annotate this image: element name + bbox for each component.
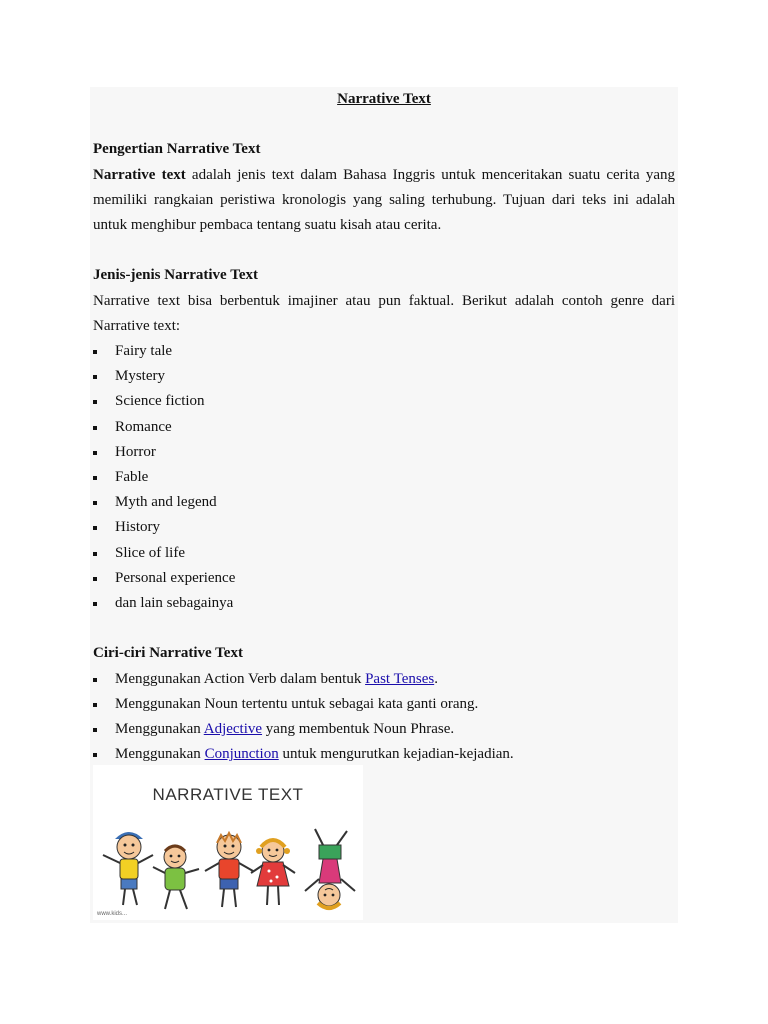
types-intro: Narrative text bisa berbentuk imajiner atau pun faktual. Berikut adalah contoh genre dari Narrative text: <box>93 292 675 334</box>
item-text: Menggunakan Action Verb dalam bentuk <box>115 670 366 687</box>
spacer <box>93 616 675 641</box>
item-text: . <box>434 670 438 687</box>
document-content <box>93 87 675 767</box>
kid-figure <box>305 829 355 908</box>
list-item: Mystery <box>93 364 675 389</box>
list-item <box>93 742 675 767</box>
link-conjunction[interactable]: Conjunction <box>204 746 279 763</box>
list-item: Fairy tale <box>93 339 675 364</box>
definition-body: adalah jenis text dalam Bahasa Inggris untuk menceritakan suatu cerita yang memiliki rangkaian peristiwa kronologis yang saling terhubung. Tujuan dari teks ini adalah untuk menghibur pembaca tentang suatu kisah atau cerita. <box>93 166 675 233</box>
kid-figure <box>103 832 153 905</box>
document-title: Narrative Text <box>337 91 431 107</box>
definition-lead: Narrative text <box>93 166 186 183</box>
list-item: Horror <box>93 440 675 465</box>
spacer <box>93 238 675 263</box>
link-adjective[interactable]: Adjective <box>203 721 263 738</box>
list-item <box>93 692 675 717</box>
item-text: untuk mengurutkan kejadian-kejadian. <box>278 746 514 763</box>
list-item: History <box>93 515 675 540</box>
kid-figure <box>251 840 295 905</box>
section-heading-definition: Pengertian Narrative Text <box>93 141 261 158</box>
definition-paragraph <box>93 163 675 239</box>
link-past-tenses[interactable]: Past Tenses <box>365 670 435 687</box>
spacer <box>93 112 675 137</box>
list-item: Slice of life <box>93 541 675 566</box>
list-item: Myth and legend <box>93 490 675 515</box>
children-cartoon-icon <box>93 825 363 920</box>
list-item <box>93 717 675 742</box>
kid-figure <box>205 833 253 907</box>
section-heading-characteristics: Ciri-ciri Narrative Text <box>93 645 243 662</box>
list-item <box>93 667 675 692</box>
list-item: Fable <box>93 465 675 490</box>
kid-figure <box>153 846 199 909</box>
genre-list <box>93 339 675 616</box>
list-item: dan lain sebagainya <box>93 591 675 616</box>
list-item: Romance <box>93 415 675 440</box>
list-item: Personal experience <box>93 566 675 591</box>
image-credit: www.kids... <box>97 911 128 917</box>
section-heading-types: Jenis-jenis Narrative Text <box>93 267 258 284</box>
list-item: Science fiction <box>93 389 675 414</box>
characteristics-list <box>93 667 675 768</box>
item-text: Menggunakan Noun tertentu untuk sebagai kata ganti orang. <box>115 695 479 712</box>
figure-caption: NARRATIVE TEXT <box>152 785 304 804</box>
narrative-text-illustration <box>93 765 363 920</box>
item-text: Menggunakan <box>115 746 205 763</box>
item-text: Menggunakan <box>115 721 204 738</box>
item-text: yang membentuk Noun Phrase. <box>262 721 455 738</box>
